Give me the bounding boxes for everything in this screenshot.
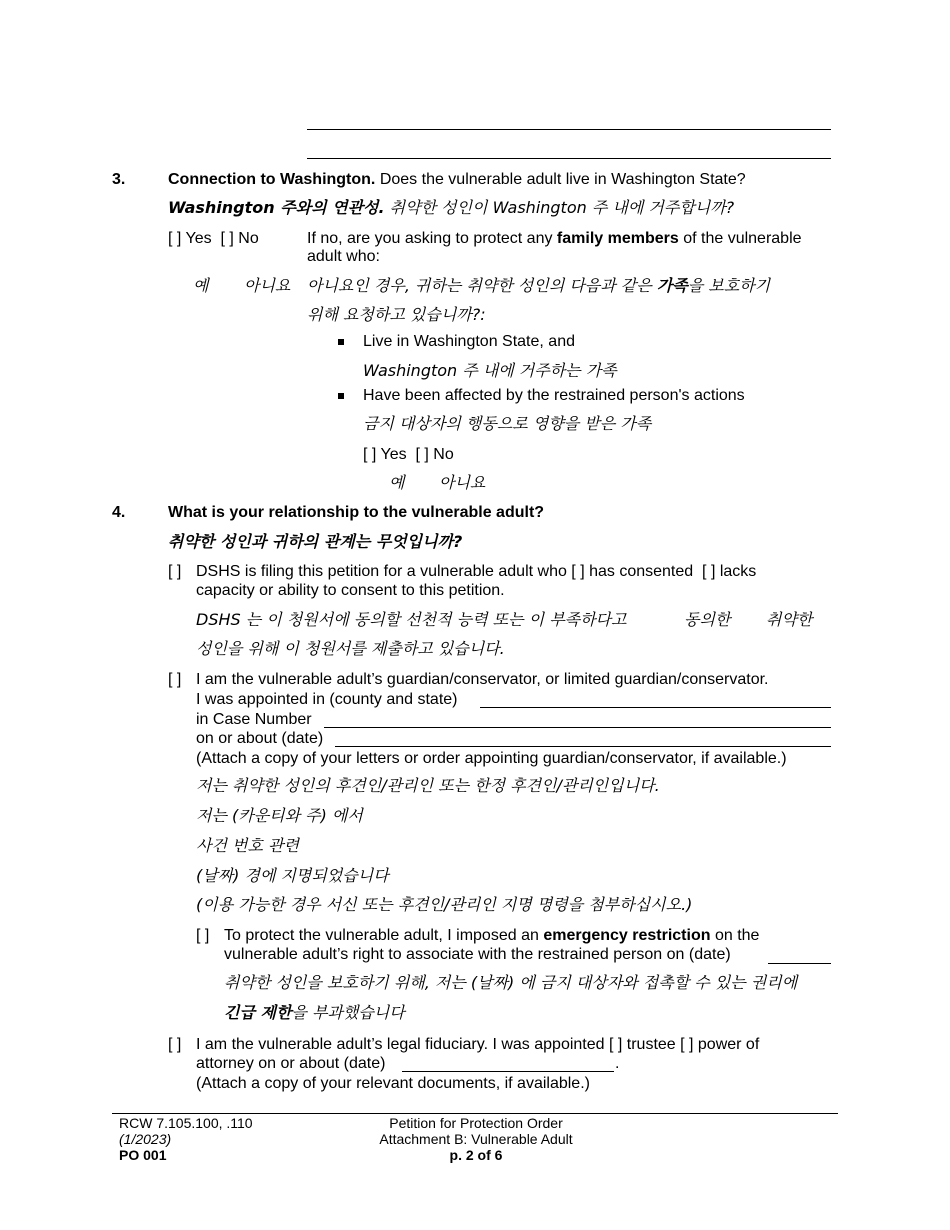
footer-title-1: Petition for Protection Order — [389, 1115, 563, 1131]
dshs-line-1: DSHS is filing this petition for a vulnerable adult who [ ] has consented [ ] lacks — [196, 563, 757, 580]
bullet-2-text: Have been affected by the restrained person's actions — [363, 387, 745, 404]
guardian-attach-note: (Attach a copy of your letters or order appointing guardian/conservator, if available.) — [196, 750, 787, 767]
section-4-title-ko: 취약한 성인과 귀하의 관계는 무엇입니까? — [168, 532, 463, 551]
section-3-no-ko: 아니요 — [244, 276, 291, 295]
footer-form-number: PO 001 — [119, 1147, 167, 1163]
section-3-number: 3. — [112, 171, 126, 188]
guardian-date-label: on or about (date) — [196, 730, 324, 747]
guardian-county-label: I was appointed in (county and state) — [196, 691, 458, 708]
section-3-question-ko: 취약한 성인이 Washington 주 내에 거주합니까? — [384, 198, 735, 217]
fiduciary-date-label: attorney on or about (date) — [196, 1055, 386, 1072]
bullet-1-marker — [338, 339, 344, 345]
section-3-yes2-ko: 예 — [389, 473, 405, 492]
footer-title-2: Attachment B: Vulnerable Adult — [379, 1131, 573, 1147]
guardian-checkbox[interactable]: [ ] — [168, 671, 182, 688]
section-3-followup-line2: adult who: — [307, 248, 380, 265]
bullet-1-text: Live in Washington State, and — [363, 333, 575, 350]
section-3-question: Does the vulnerable adult live in Washington State? — [375, 171, 746, 188]
emergency-ko-1: 취약한 성인을 보호하기 위해, 저는 (날짜) 에 금지 대상자와 접촉할 수 있는 권리에 — [224, 973, 798, 992]
section-3-no2-ko: 아니요 — [439, 473, 486, 492]
bullet-1-text-ko: Washington 주 내에 거주하는 가족 — [363, 361, 617, 380]
emergency-date-field[interactable] — [768, 963, 831, 964]
fiduciary-attach-note: (Attach a copy of your relevant documents, if available.) — [196, 1075, 590, 1092]
emergency-post: on the — [710, 927, 760, 944]
section-3-heading — [168, 171, 746, 189]
fiduciary-period: . — [615, 1055, 620, 1072]
dshs-ko-vulnerable: 취약한 — [766, 610, 813, 629]
fiduciary-checkbox[interactable]: [ ] — [168, 1036, 182, 1053]
followup-bold: family members — [556, 230, 679, 247]
emergency-checkbox[interactable]: [ ] — [196, 927, 210, 944]
guardian-ko-1: 저는 취약한 성인의 후견인/관리인 또는 한정 후견인/관리인입니다. — [196, 776, 660, 795]
section-4-title: What is your relationship to the vulnerable adult? — [168, 504, 545, 521]
emergency-bold: emergency restriction — [543, 927, 711, 944]
guardian-ko-3: 사건 번호 관련 — [196, 836, 299, 855]
section-3-title-ko: Washington 주와의 연관성. — [168, 198, 385, 217]
guardian-ko-5: (이용 가능한 경우 서신 또는 후견인/관리인 지명 명령을 첨부하십시오.) — [196, 895, 693, 914]
dshs-ko-line-2: 성인을 위해 이 청원서를 제출하고 있습니다. — [196, 639, 505, 658]
section-3-followup-ko — [307, 273, 770, 296]
section-3-title: Connection to Washington. — [168, 171, 376, 188]
section-3-yes-no-checkboxes[interactable]: [ ] Yes [ ] No — [168, 230, 259, 247]
emergency-ko-bold: 긴급 제한 — [224, 1003, 292, 1022]
followup-pre: If no, are you asking to protect any — [307, 230, 557, 247]
followup-ko-post: 을 보호하기 — [687, 276, 771, 295]
guardian-ko-2: 저는 (카운티와 주) 에서 — [196, 806, 363, 825]
footer-page-number: p. 2 of 6 — [449, 1147, 503, 1163]
footer-divider — [112, 1113, 838, 1114]
guardian-line-1: I am the vulnerable adult’s guardian/conservator, or limited guardian/conservator. — [196, 671, 769, 688]
section-3-followup-ko-line2: 위해 요청하고 있습니까?: — [307, 305, 486, 324]
dshs-checkbox[interactable]: [ ] — [168, 563, 182, 580]
guardian-county-field[interactable] — [480, 707, 831, 708]
emergency-pre: To protect the vulnerable adult, I imposed an — [224, 927, 544, 944]
top-blank-line-2[interactable] — [307, 158, 831, 159]
bullet-2-marker — [338, 393, 344, 399]
footer-revision: (1/2023) — [119, 1131, 172, 1147]
emergency-line-2: vulnerable adult’s right to associate with the restrained person on (date) — [224, 946, 731, 963]
section-3-heading-ko — [168, 195, 734, 218]
dshs-ko-line-1: DSHS 는 이 청원서에 동의할 선천적 능력 또는 이 부족하다고 — [196, 610, 627, 629]
guardian-case-field[interactable] — [324, 727, 831, 728]
followup-ko-bold: 가족 — [656, 276, 688, 295]
top-blank-line-1[interactable] — [307, 129, 831, 130]
section-3-yes-ko: 예 — [193, 276, 209, 295]
emergency-ko-2 — [224, 1000, 405, 1023]
footer-rcw: RCW 7.105.100, .110 — [119, 1115, 253, 1131]
section-4-number: 4. — [112, 504, 126, 521]
followup-ko-pre: 아니요인 경우, 귀하는 취약한 성인의 다음과 같은 — [307, 276, 657, 295]
guardian-case-label: in Case Number — [196, 711, 312, 728]
fiduciary-date-field[interactable] — [402, 1071, 614, 1072]
guardian-ko-4: (날짜) 경에 지명되었습니다 — [196, 866, 389, 885]
section-3-followup — [307, 230, 802, 248]
emergency-line-1 — [224, 927, 759, 945]
dshs-line-2: capacity or ability to consent to this petition. — [196, 582, 505, 599]
section-3-yes-no-checkboxes-2[interactable]: [ ] Yes [ ] No — [363, 446, 454, 463]
bullet-2-text-ko: 금지 대상자의 행동으로 영향을 받은 가족 — [363, 414, 652, 433]
guardian-date-field[interactable] — [335, 746, 831, 747]
dshs-ko-consented: 동의한 — [684, 610, 731, 629]
followup-post: of the vulnerable — [678, 230, 802, 247]
fiduciary-line-1: I am the vulnerable adult’s legal fiduciary. I was appointed [ ] trustee [ ] power of — [196, 1036, 760, 1053]
emergency-ko-post: 을 부과했습니다 — [291, 1003, 405, 1022]
